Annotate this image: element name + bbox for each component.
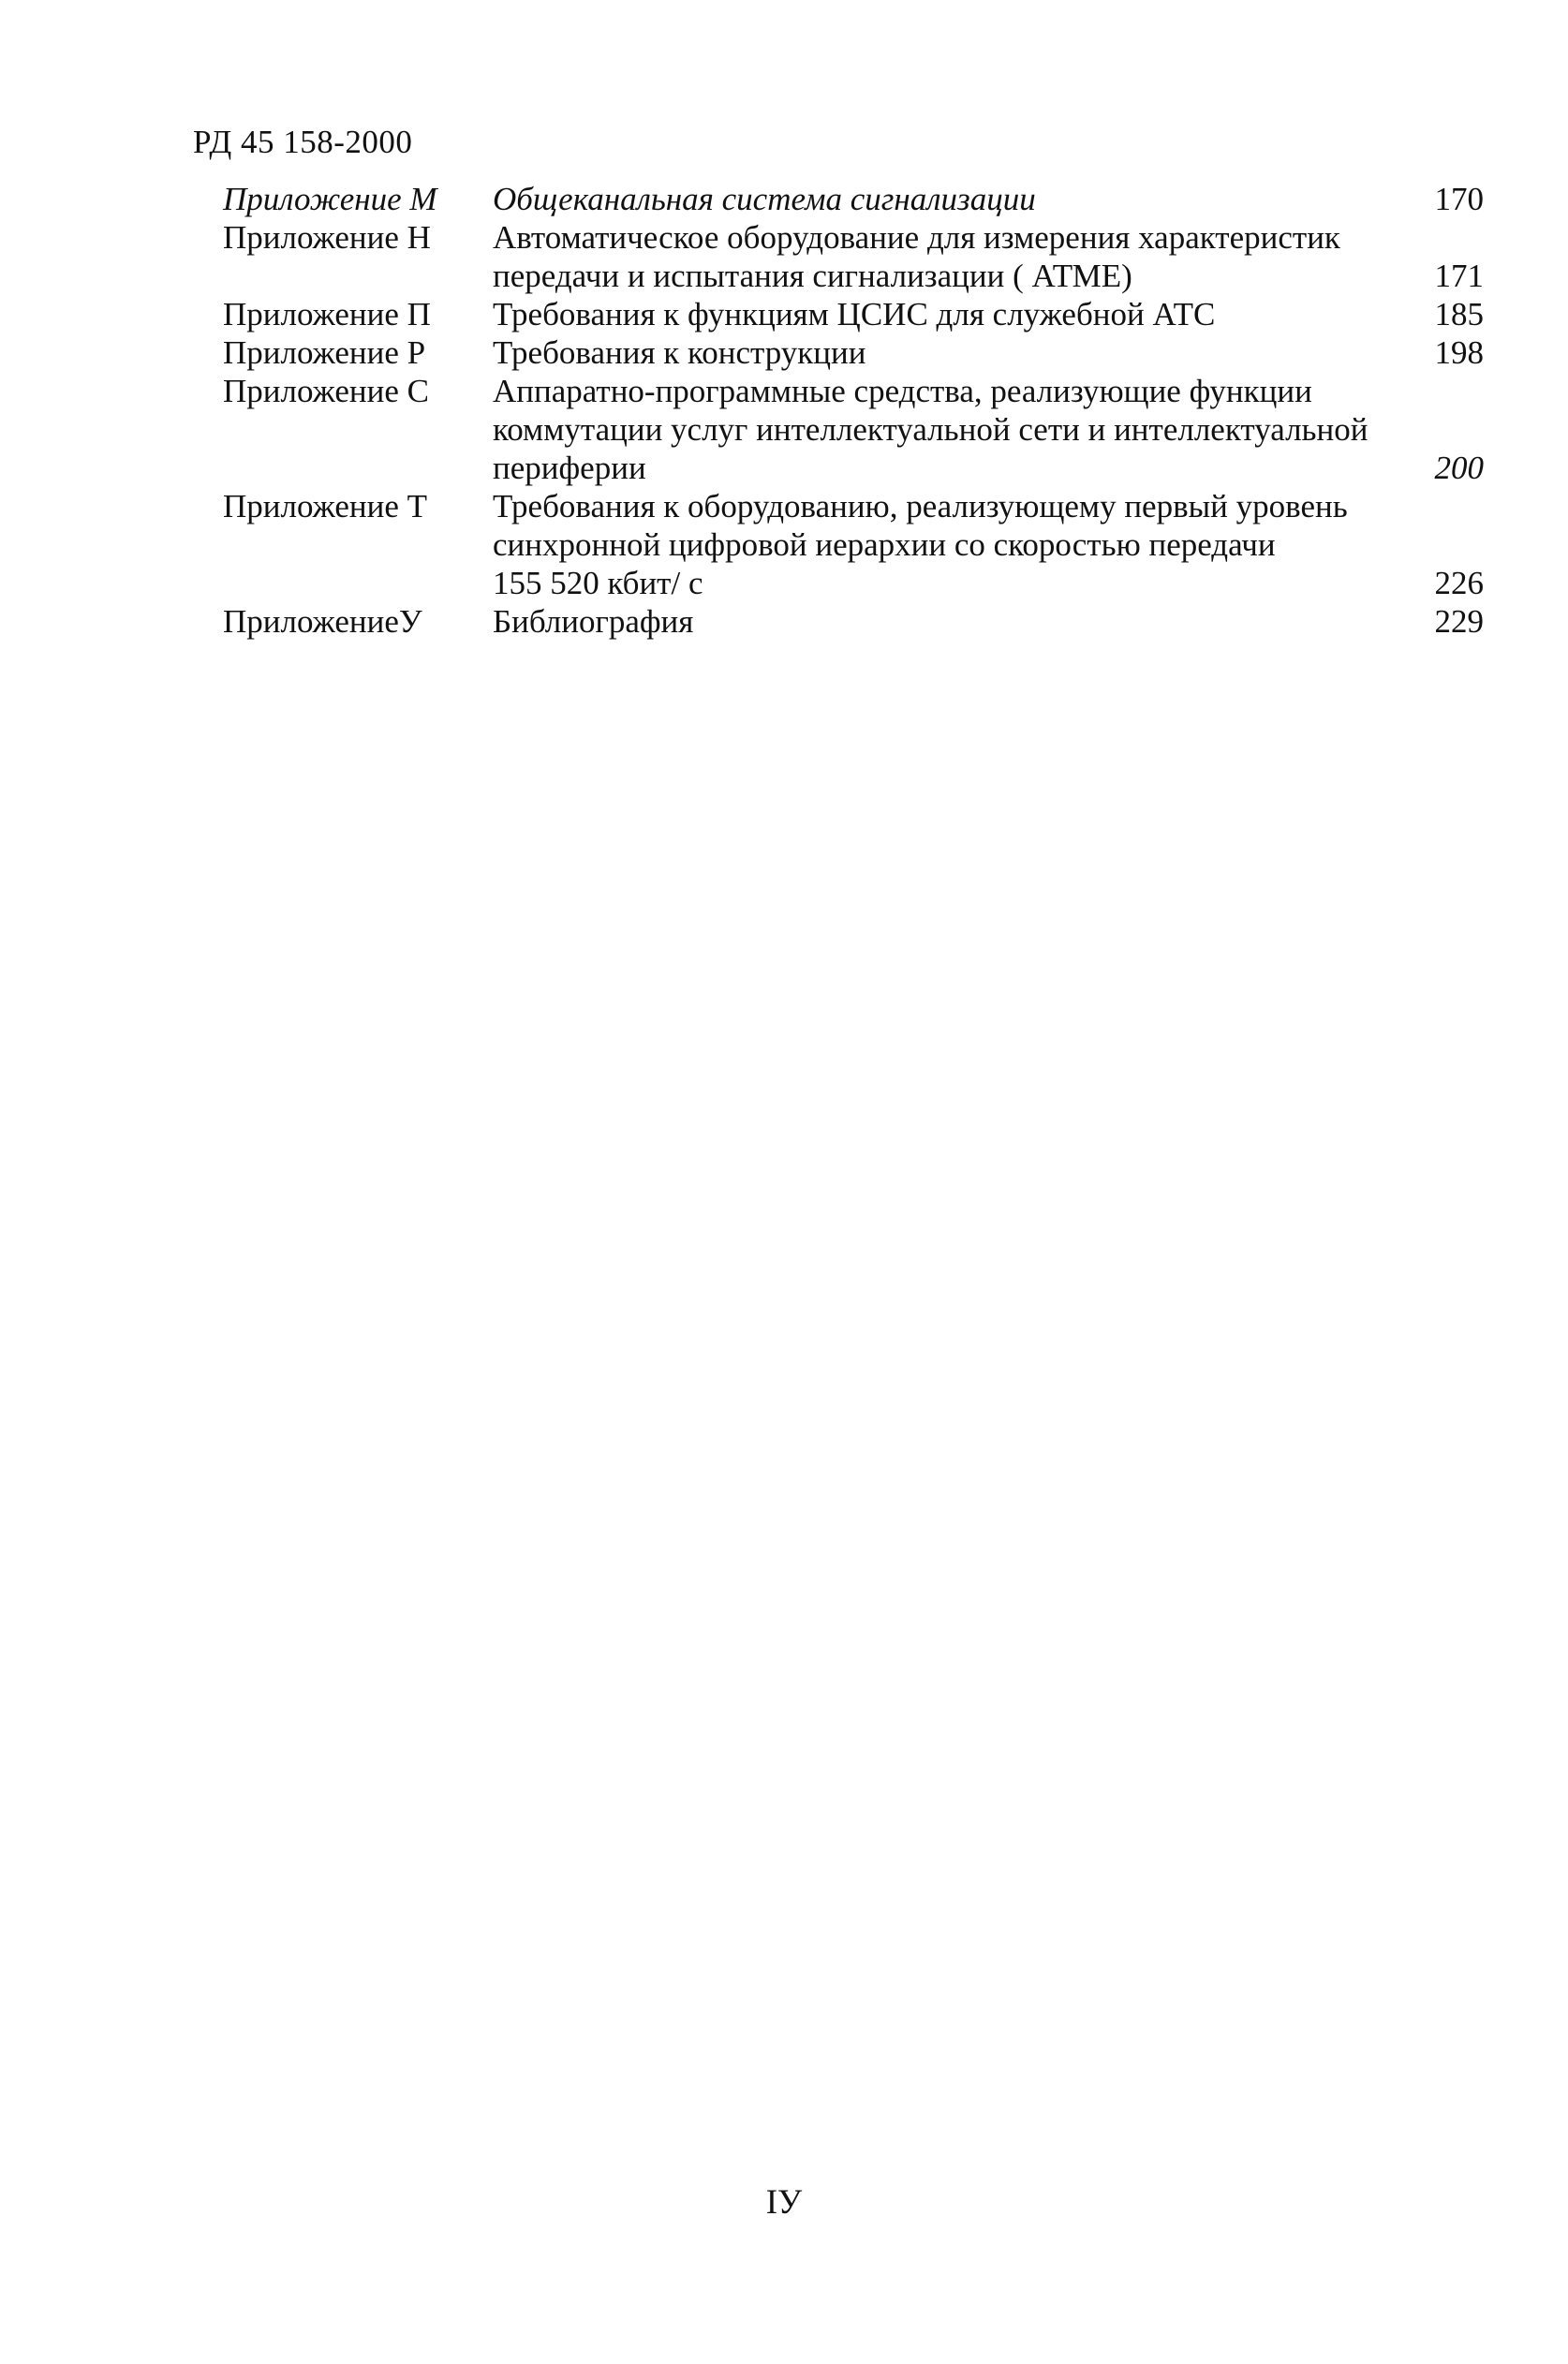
page-number: IУ xyxy=(765,2183,803,2222)
toc-entry-page: 170 xyxy=(1434,181,1484,217)
toc-entry xyxy=(223,602,1484,641)
toc-entry xyxy=(223,372,1484,487)
toc-entry-title xyxy=(493,602,1406,641)
toc-entry-title-line: Требования к конструкции xyxy=(493,334,866,371)
table-of-contents xyxy=(223,180,1484,641)
toc-entry-title xyxy=(493,180,1406,218)
toc-entry-page: 200 xyxy=(1434,450,1484,486)
toc-entry-title xyxy=(493,487,1406,602)
toc-entry-title xyxy=(493,372,1406,487)
toc-entry-label: Приложение С xyxy=(223,373,429,409)
toc-entry-title-line: синхронной цифровой иерархии со скоростью передачи xyxy=(493,526,1276,563)
toc-entry-page: 185 xyxy=(1434,296,1484,332)
toc-entry-title-line: Общеканальная система сигнализации xyxy=(493,181,1036,217)
toc-entry-title-line: Требования к функциям ЦСИС для служебной АТС xyxy=(493,296,1216,332)
toc-entry-page: 171 xyxy=(1434,258,1484,294)
toc-entry-title-line: Аппаратно-программные средства, реализующие функции xyxy=(493,373,1312,409)
toc-entry-title xyxy=(493,333,1406,372)
toc-entry-title-line: коммутации услуг интеллектуальной сети и интеллектуальной xyxy=(493,411,1368,448)
toc-entry xyxy=(223,180,1484,218)
toc-entry-title-line: Требования к оборудованию, реализующему первый уровень xyxy=(493,488,1348,525)
toc-entry-label: Приложение П xyxy=(223,296,431,332)
toc-entry-title-line: 155 520 кбит/ с xyxy=(493,565,703,601)
toc-entry xyxy=(223,218,1484,295)
toc-entry-title-line: Библиография xyxy=(493,603,694,640)
toc-entry-label: Приложение Р xyxy=(223,334,426,371)
toc-entry-label: Приложение Т xyxy=(223,488,427,525)
document-code: РД 45 158-2000 xyxy=(193,124,413,160)
toc-entry xyxy=(223,295,1484,333)
toc-entry-title-line: Автоматическое оборудование для измерения характеристик xyxy=(493,219,1340,256)
toc-entry-title-line: периферии xyxy=(493,450,646,486)
toc-entry-title-line: передачи и испытания сигнализации ( АТМЕ) xyxy=(493,258,1132,294)
toc-entry xyxy=(223,487,1484,602)
toc-entry-title xyxy=(493,295,1406,333)
toc-entry-label: Приложение М xyxy=(223,181,437,217)
toc-entry-label: ПриложениеУ xyxy=(223,603,422,640)
toc-entry-title xyxy=(493,218,1406,295)
toc-entry xyxy=(223,333,1484,372)
toc-entry-label: Приложение Н xyxy=(223,219,431,256)
toc-entry-page: 229 xyxy=(1434,603,1484,640)
toc-entry-page: 226 xyxy=(1434,565,1484,601)
toc-entry-page: 198 xyxy=(1434,334,1484,371)
